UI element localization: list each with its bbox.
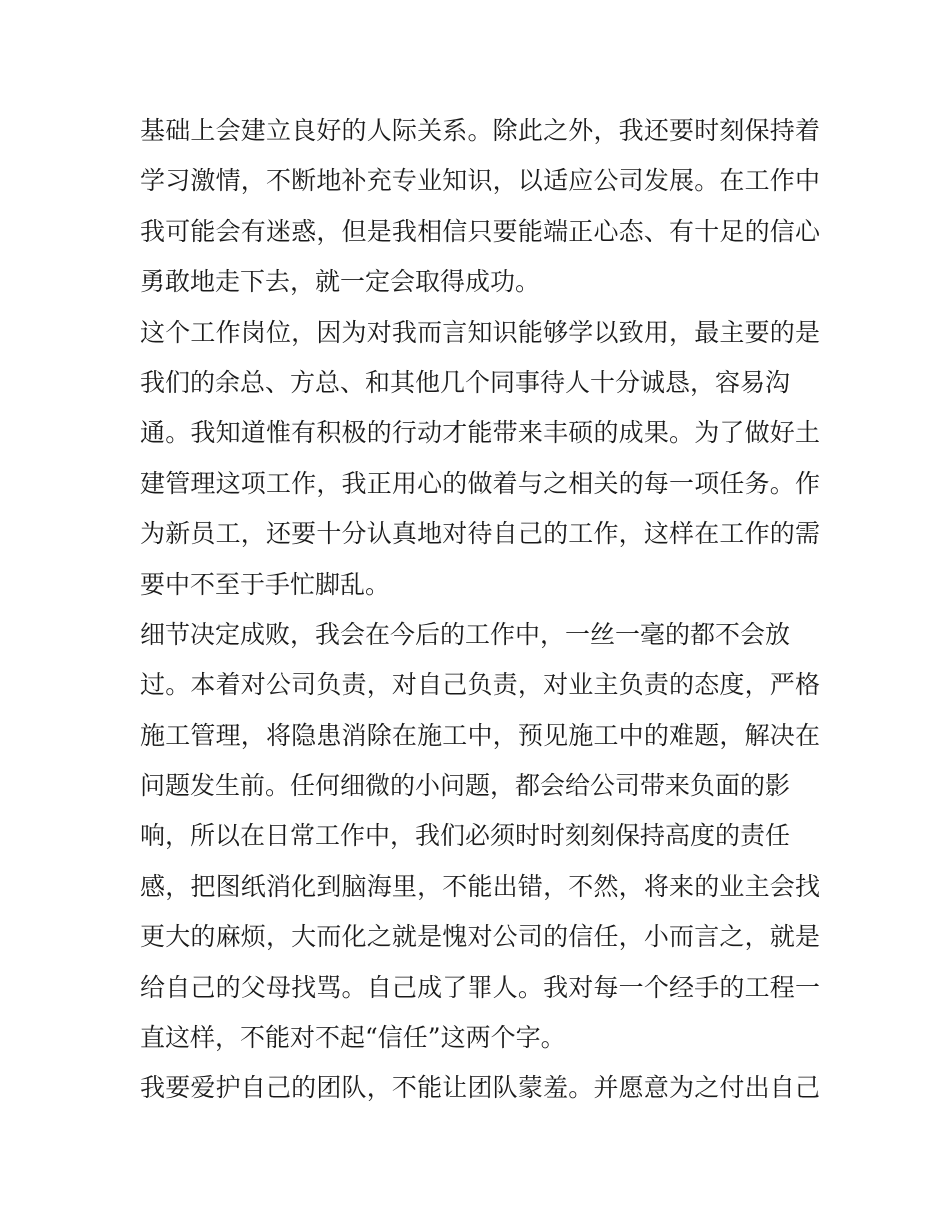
text-line: 我们的余总、方总、和其他几个同事待人十分诚恳，容易沟 <box>140 367 791 397</box>
text-line: 问题发生前。任何细微的小问题，都会给公司带来负面的影 <box>140 771 791 801</box>
text-line: 学习激情，不断地补充专业知识，以适应公司发展。在工作中 <box>140 166 820 196</box>
text-line: 这个工作岗位，因为对我而言知识能够学以致用，最主要的是 <box>140 317 820 347</box>
text-line: 为新员工，还要十分认真地对待自己的工作，这样在工作的需 <box>140 519 820 549</box>
text-line: 建管理这项工作，我正用心的做着与之相关的每一项任务。作 <box>140 468 820 498</box>
text-line: 勇敢地走下去，就一定会取得成功。 <box>140 267 541 297</box>
text-line: 更大的麻烦，大而化之就是愧对公司的信任，小而言之，就是 <box>140 922 820 952</box>
text-line: 我可能会有迷惑，但是我相信只要能端正心态、有十足的信心 <box>140 216 820 246</box>
text-line: 过。本着对公司负责，对自己负责，对业主负责的态度，严格 <box>140 670 820 700</box>
document-body <box>140 106 820 1114</box>
text-line: 直这样，不能对不起“信任”这两个字。 <box>140 1023 566 1053</box>
text-line: 基础上会建立良好的人际关系。除此之外，我还要时刻保持着 <box>140 116 820 145</box>
text-line: 给自己的父母找骂。自己成了罪人。我对每一个经手的工程一 <box>140 972 820 1002</box>
text-line: 通。我知道惟有积极的行动才能带来丰硕的成果。为了做好土 <box>140 418 820 448</box>
text-line: 感，把图纸消化到脑海里，不能出错，不然，将来的业主会找 <box>140 871 820 901</box>
text-line: 我要爱护自己的团队，不能让团队蒙羞。并愿意为之付出自己 <box>140 1073 820 1103</box>
text-line: 施工管理，将隐患消除在施工中，预见施工中的难题，解决在 <box>140 720 820 750</box>
text-line: 响，所以在日常工作中，我们必须时时刻刻保持高度的责任 <box>140 821 791 851</box>
text-line: 要中不至于手忙脚乱。 <box>140 569 391 599</box>
text-line: 细节决定成败，我会在今后的工作中，一丝一毫的都不会放 <box>140 619 791 649</box>
